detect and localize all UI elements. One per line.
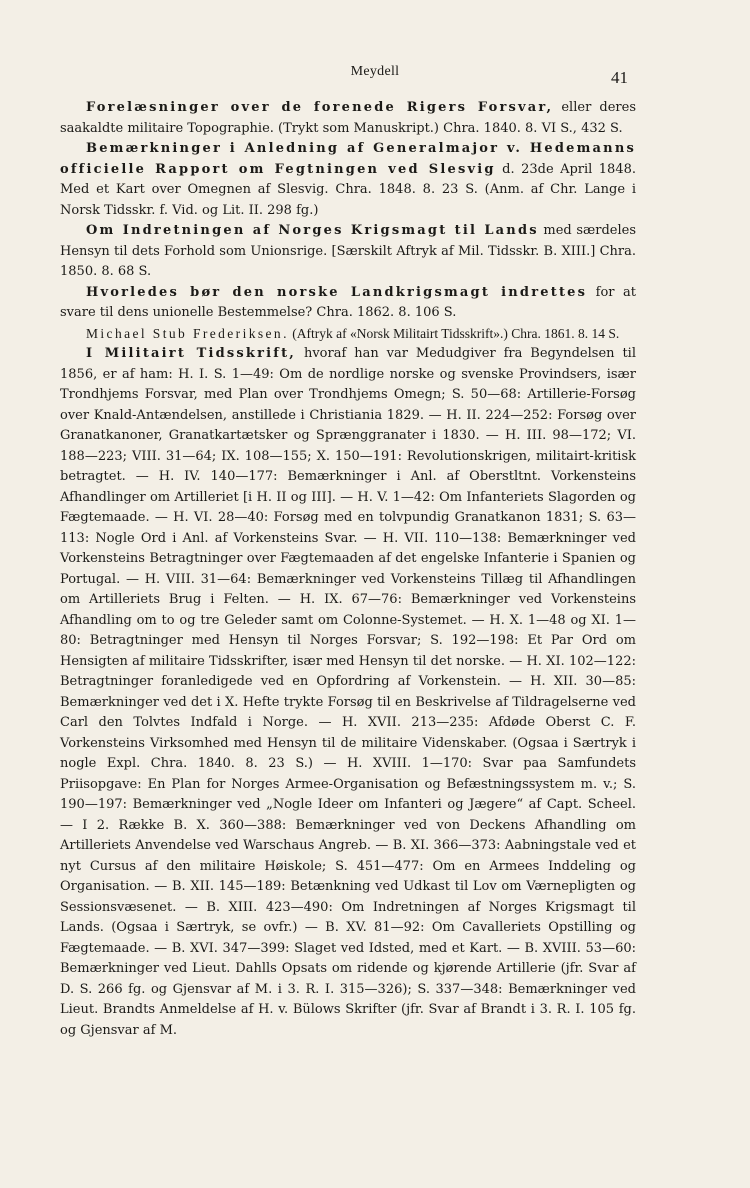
page-number: 41: [611, 68, 628, 87]
bibliography-entry: [60, 344, 636, 1041]
entry-details: eller deres saakaldte militaire Topographie. (Trykt som Manuskript.) Chra. 1840. 8. VI S., 432 S.: [60, 100, 636, 136]
running-head: Meydell: [350, 64, 400, 79]
entry-title: Hvorledes bør den norske Landkrigsmagt indrettes: [86, 284, 588, 300]
bibliography-body: [60, 98, 636, 1041]
entry-title: Forelæsninger over de forenede Rigers Forsvar,: [86, 100, 554, 115]
bibliography-entry: [60, 139, 636, 221]
bibliography-entry: [60, 283, 636, 324]
entry-details: med særdeles Hensyn til dets Forhold som Unionsrige. [Særskilt Aftryk af Mil. Tidsskr. B. XIII.] Chra. 1850. 8. 68 S.: [60, 223, 636, 279]
bibliography-entry: [60, 221, 636, 283]
bibliography-entry: [60, 324, 636, 345]
entry-title: I Militairt Tidsskrift,: [86, 346, 297, 361]
entry-title: Bemærkninger i Anledning af Generalmajor v. Hedemanns officielle Rapport om Fegtningen ved Slesvig: [60, 141, 636, 177]
entry-details: hvoraf han var Medudgiver fra Begyndelsen til 1856, er af ham: H. I. S. 1—49: Om de nordlige norske og svenske Provindsers, især Trondhjems Forsvar, med Plan over Trondhjems Omegn; S. 50—68: Artillerie-Forsøg over Knald-Antændelsen, anstillede i Christiania 1829. — H. II. 224—252: Forsøg over Granatkanoner, Granatkartætsker og Sprænggranater i 1830. — H. III. 98—172; VI. 188—223; VIII. 31—64; IX. 108—155; X. 150—191: Revolutionskrigen, militairt-kritisk betragtet. — H. IV. 140—177: Bemærkninger i Anl. af Oberstltnt. Vorkensteins Afhandlinger om Artilleriet [i H. II og III]. — H. V. 1—42: Om Infanteriets Slagorden og Fægtemaade. — H. VI. 28—40: Forsøg med en tolvpundig Granatkanon 1831; S. 63—113: Nogle Ord i Anl. af Vorkensteins Svar. — H. VII. 110—138: Bemærkninger ved Vorkensteins Betragtninger over Fægtemaaden af det engelske Infanterie i Spanien og Portugal. — H. VIII. 31—64: Bemærkninger ved Vorkensteins Tillæg til Afhandlingen om Artilleriets Brug i Felten. — H. IX. 67—76: Bemærkninger ved Vorkensteins Afhandling om to og tre Geleder samt om Colonne-Systemet. — H. X. 1—48 og XI. 1—80: Betragtninger med Hensyn til Norges Forsvar; S. 192—198: Et Par Ord om Hensigten af militaire Tidsskrifter, især med Hensyn til det norske. — H. XI. 102—122: Betragtninger foranledigede ved en Opfordring af Vorkenstein. — H. XII. 30—85: Bemærkninger ved det i X. Hefte trykte Forsøg til en Beskrivelse af Tildragelserne ved Carl den Tolvtes Indfald i Norge. — H. XVII. 213—235: Afdøde Oberst C. F. Vorkensteins Virksomhed med Hensyn til de militaire Videnskaber. (Ogsaa i Særtryk i nogle Expl. Chra. 1840. 8. 23 S.) — H. XVIII. 1—170: Svar paa Samfundets Priisopgave: En Plan for Norges Armee-Organisation og Befæstningssystem m. v.; S. 190—197: Bemærkninger ved „Nogle Ideer om Infanteri og Jægere“ af Capt. Scheel. — I 2. Række B. X. 360—388: Bemærkninger ved von Deckens Afhandling om Artilleriets Anvendelse ved Warschaus Angreb. — B. XI. 366—373: Aabningstale ved et nyt Cursus af den militaire Høiskole; S. 451—477: Om en Armees Inddeling og Organisation. — B. XII. 145—189: Betænkning ved Udkast til Lov om Værnepligten og Sessionsvæsenet. — B. XIII. 423—490: Om Indretningen af Norges Krigsmagt til Lands. (Ogsaa i Særtryk, se ovfr.) — B. XV. 81—92: Om Cavalleriets Opstilling og Fægtemaade. — B. XVI. 347—399: Slaget ved Idsted, med et Kart. — B. XVIII. 53—60: Bemærkninger ved Lieut. Dahlls Opsats om ridende og kjørende Artillerie (jfr. Svar af D. S. 266 fg. og Gjensvar af M. i 3. R. I. 315—326); S. 337—348: Bemærkninger ved Lieut. Brandts Anmeldelse af H. v. Bülows Skrifter (jfr. Svar af Brandt i 3. R. I. 105 fg. og Gjensvar af M.: [60, 346, 636, 1038]
page-header: [0, 64, 750, 88]
entry-title: Michael Stub Frederiksen.: [86, 325, 289, 341]
entry-details: for at svare til dens unionelle Bestemmelse? Chra. 1862. 8. 106 S.: [60, 284, 637, 320]
bibliography-entry: [60, 98, 636, 139]
entry-title: Om Indretningen af Norges Krigsmagt til Lands: [86, 223, 539, 238]
entry-details: d. 23de April 1848. Med et Kart over Omegnen af Slesvig. Chra. 1848. 8. 23 S. (Anm. af Chr. Lange i Norsk Tidsskr. f. Vid. og Lit. II. 298 fg.): [60, 161, 637, 218]
entry-details: (Aftryk af «Norsk Militairt Tidsskrift».) Chra. 1861. 8. 14 S.: [288, 325, 620, 341]
